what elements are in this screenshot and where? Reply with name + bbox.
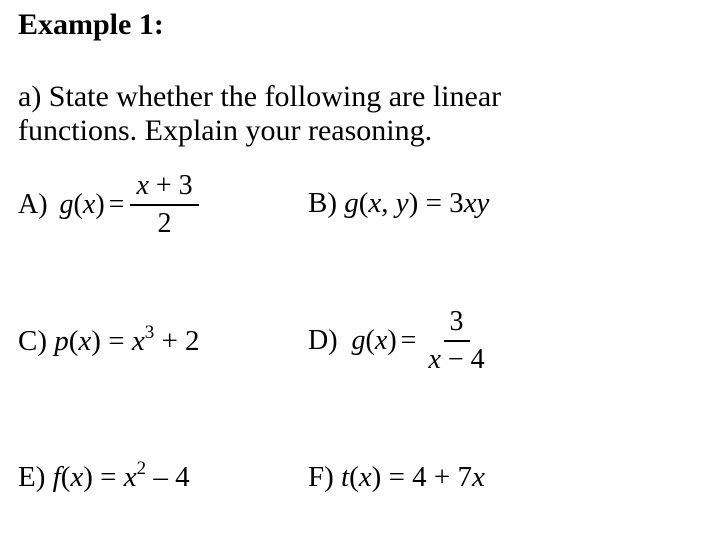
- item-d-denominator: x − 4: [428, 344, 485, 375]
- item-d-func: g: [351, 325, 366, 356]
- item-e-label: E): [18, 461, 46, 493]
- item-e-func: f: [52, 461, 61, 493]
- item-f-label: F): [308, 461, 334, 493]
- item-d-numerator: 3: [444, 306, 470, 342]
- item-d-equals: =: [400, 325, 417, 356]
- item-a-func: g: [59, 189, 74, 220]
- item-d: D) g ( x ) = $\frac{3}{x - 4}$: [308, 306, 491, 376]
- prompt-line-2: functions. Explain your reasoning.: [18, 114, 433, 147]
- item-c-exponent: 3: [144, 322, 155, 343]
- item-d-fraction: [422, 306, 490, 376]
- item-b-func: g: [344, 187, 359, 219]
- item-a-numerator: x + 3: [130, 170, 198, 206]
- item-c: C) $p(x) = x^3 + 2$: [18, 322, 200, 357]
- example-title: Example 1:: [18, 8, 164, 41]
- item-c-label: C): [18, 325, 47, 357]
- item-a-equals: =: [108, 189, 125, 220]
- problem-prompt: [18, 80, 501, 148]
- item-b: B) g(x, y) = 3xy: [308, 187, 490, 219]
- item-c-func: p: [54, 325, 69, 357]
- item-a: A) g ( x ) = $\frac{x + 3}{2}$: [18, 170, 199, 240]
- item-a-label: A): [18, 189, 48, 220]
- item-f-func: t: [341, 461, 350, 493]
- item-a-fraction: [130, 170, 198, 240]
- item-e: E) $f(x) = x^2 - 4$: [18, 458, 190, 493]
- item-f: F) t(x) = 4 + 7x: [308, 461, 485, 493]
- item-a-denominator: 2: [157, 208, 172, 239]
- item-e-exponent: 2: [136, 458, 147, 479]
- item-b-xy: xy: [463, 187, 490, 219]
- item-d-var: x: [374, 325, 388, 356]
- prompt-line-1: a) State whether the following are linear: [18, 80, 502, 113]
- item-d-label: D): [308, 325, 338, 356]
- item-b-label: B): [308, 187, 337, 219]
- item-a-var: x: [82, 189, 96, 220]
